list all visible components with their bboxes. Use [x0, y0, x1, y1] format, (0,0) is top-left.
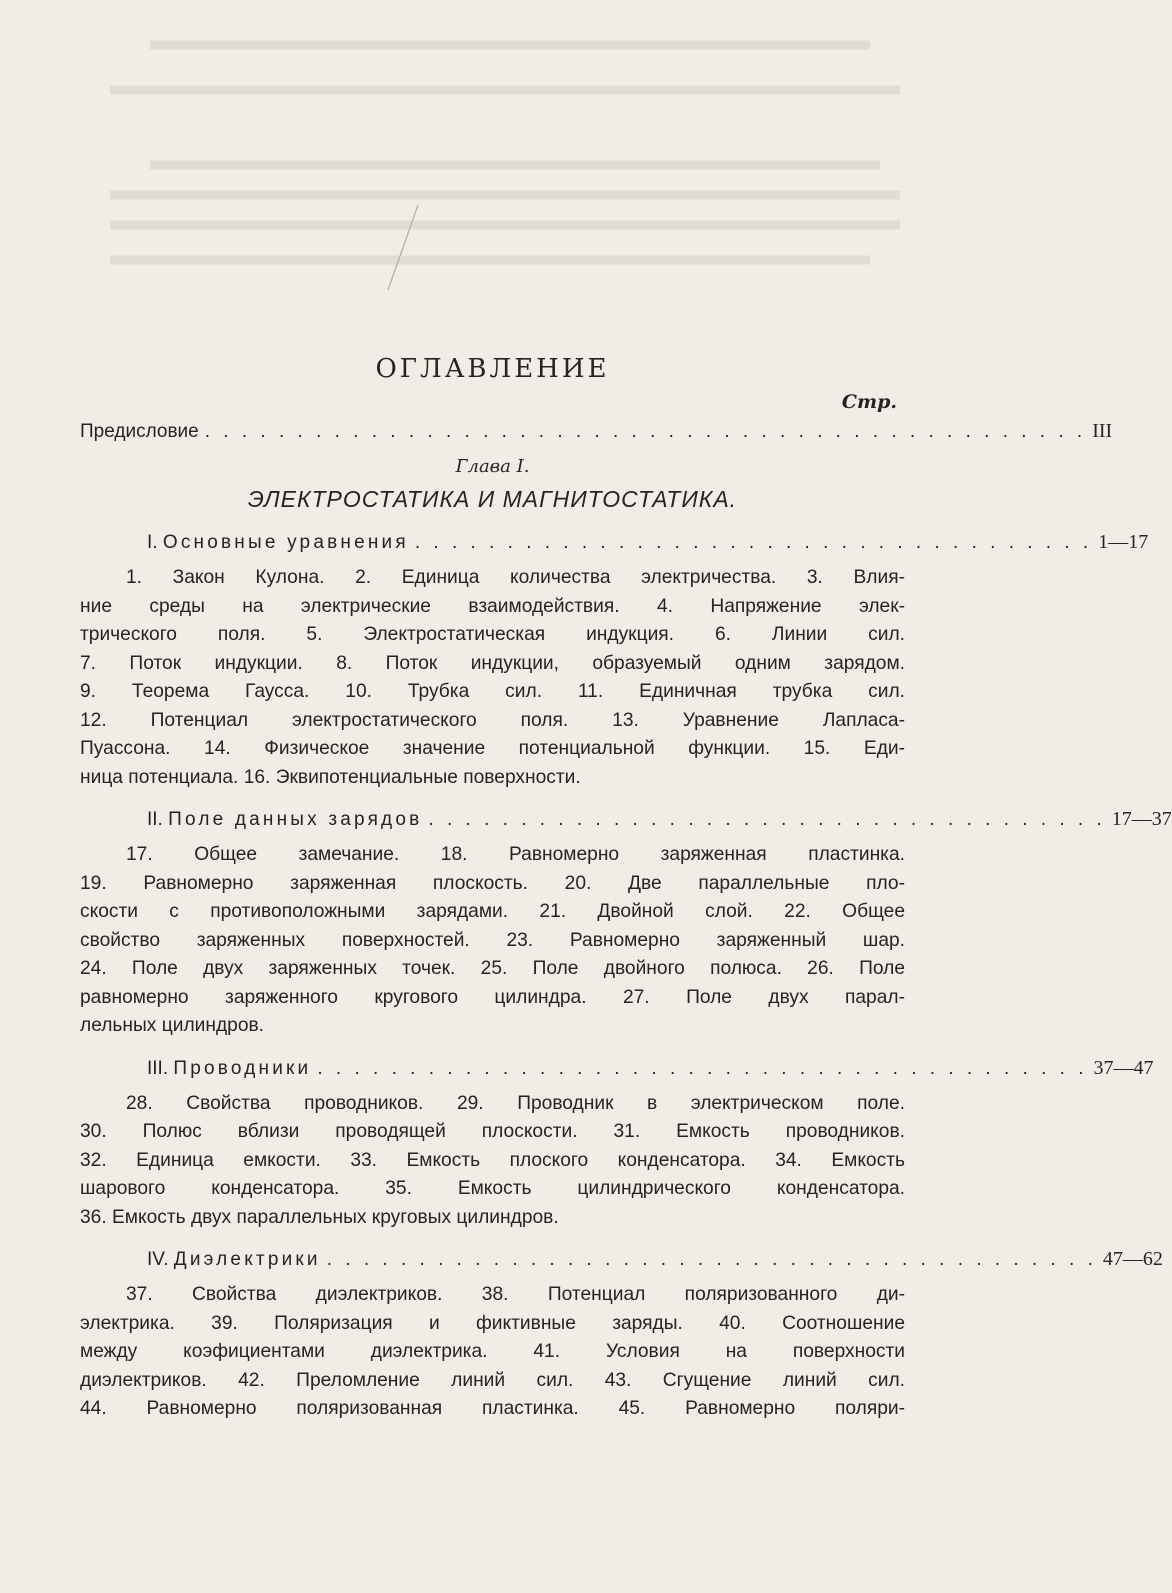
contents-line: 44. Равномерно поляризованная пластинка. 45. Равномерно поляри- — [80, 1398, 905, 1419]
contents-line: 37. Свойства диэлектриков. 38. Потенциал поляризованного ди- — [126, 1284, 905, 1305]
dot-leader: . . . . . . . . . . . . . . . . . . . . . . . . . . . . . . . . . . . . . . . . . . — [317, 1057, 1088, 1079]
section-3 — [80, 1053, 1154, 1233]
toc-entry-label: Предисловие — [80, 421, 199, 442]
contents-line: между коэфициентами диэлектрика. 41. Условия на поверхности — [80, 1341, 905, 1362]
contents-line: скости с противоположными зарядами. 21. Двойной слой. 22. Общее — [80, 901, 905, 922]
toc-entry-page: III — [1092, 420, 1113, 442]
section-name: Поле данных зарядов — [168, 809, 423, 830]
chapter-label: Глава I. — [455, 456, 530, 477]
contents-line: Пуассона. 14. Физическое значение потенциальной функции. 15. Еди- — [80, 738, 905, 759]
section-heading — [80, 1053, 1154, 1084]
dot-leader: . . . . . . . . . . . . . . . . . . . . . . . . . . . . . . . . . . . . . — [428, 809, 1106, 830]
section-name: Основные уравнения — [162, 532, 409, 553]
contents-line: 28. Свойства проводников. 29. Проводник в электрическом поле. — [126, 1092, 905, 1114]
section-pages: 37—47 — [1093, 1056, 1154, 1079]
dot-leader: . . . . . . . . . . . . . . . . . . . . . . . . . . . . . . . . . . . . . — [414, 532, 1093, 553]
section-4 — [80, 1244, 1163, 1424]
table-of-contents — [80, 350, 1172, 1436]
section-heading — [80, 804, 1172, 835]
contents-line: диэлектриков. 42. Преломление линий сил. 43. Сгущение линий сил. — [80, 1369, 905, 1391]
dot-leader: . . . . . . . . . . . . . . . . . . . . . . . . . . . . . . . . . . . . . . . . . . — [326, 1249, 1097, 1270]
page-column-header: Стр. — [841, 391, 897, 413]
section-2 — [80, 804, 1172, 1041]
contents-line: 24. Поле двух заряженных точек. 25. Поле двойного полюса. 26. Поле — [80, 958, 905, 979]
section-pages: 47—62 — [1102, 1248, 1163, 1270]
contents-line: электрика. 39. Поляризация и фиктивные заряды. 40. Соотношение — [80, 1312, 905, 1334]
section-heading — [80, 527, 1149, 558]
contents-line: ние среды на электрические взаимодействия. 4. Напряжение элек- — [80, 595, 905, 617]
contents-line: 30. Полюс вблизи проводящей плоскости. 31. Емкость проводников. — [80, 1121, 905, 1142]
dot-leader: . . . . . . . . . . . . . . . . . . . . . . . . . . . . . . . . . . . . . . . . . . . . . . . . — [204, 421, 1087, 442]
contents-line: 7. Поток индукции. 8. Поток индукции, образуемый одним зарядом. — [80, 652, 905, 674]
contents-line: 12. Потенциал электростатического поля. 13. Уравнение Лапласа- — [80, 709, 905, 731]
contents-line: ница потенциала. 16. Эквипотенциальные поверхности. — [80, 766, 581, 788]
section-numeral: II. — [147, 809, 163, 830]
section-contents — [80, 1281, 905, 1424]
section-name: Диэлектрики — [173, 1249, 321, 1270]
page-title: ОГЛАВЛЕНИЕ — [375, 354, 610, 384]
section-heading — [80, 1244, 1163, 1275]
section-pages: 1—17 — [1098, 531, 1149, 553]
section-contents — [80, 564, 905, 792]
contents-line: 19. Равномерно заряженная плоскость. 20. Две параллельные пло- — [80, 872, 905, 894]
contents-line: 17. Общее замечание. 18. Равномерно заряженная пластинка. — [126, 844, 905, 865]
section-contents — [80, 1090, 905, 1233]
contents-line: трического поля. 5. Электростатическая индукция. 6. Линии сил. — [80, 624, 905, 645]
contents-line: 1. Закон Кулона. 2. Единица количества электричества. 3. Влия- — [126, 567, 905, 588]
contents-line: равномерно заряженного кругового цилиндра. 27. Поле двух парал- — [80, 986, 905, 1008]
chapter-title: ЭЛЕКТРОСТАТИКА И МАГНИТОСТАТИКА. — [247, 486, 738, 512]
contents-line: 9. Теорема Гаусса. 10. Трубка сил. 11. Единичная трубка сил. — [80, 681, 905, 702]
contents-line: шарового конденсатора. 35. Емкость цилиндрического конденсатора. — [80, 1178, 905, 1199]
section-numeral: IV. — [147, 1249, 169, 1270]
section-pages: 17—37 — [1111, 808, 1172, 830]
section-numeral: I. — [147, 532, 158, 553]
contents-line: лельных цилиндров. — [80, 1015, 265, 1036]
contents-line: свойство заряженных поверхностей. 23. Равномерно заряженный шар. — [80, 929, 905, 951]
contents-line: 32. Единица емкости. 33. Емкость плоского конденсатора. 34. Емкость — [80, 1149, 905, 1171]
contents-line: 36. Емкость двух параллельных круговых цилиндров. — [80, 1206, 559, 1228]
section-numeral: III. — [147, 1057, 169, 1079]
section-1 — [80, 527, 1149, 792]
section-contents — [80, 841, 905, 1041]
toc-entry-preface — [80, 416, 1113, 447]
section-name: Проводники — [173, 1057, 312, 1079]
